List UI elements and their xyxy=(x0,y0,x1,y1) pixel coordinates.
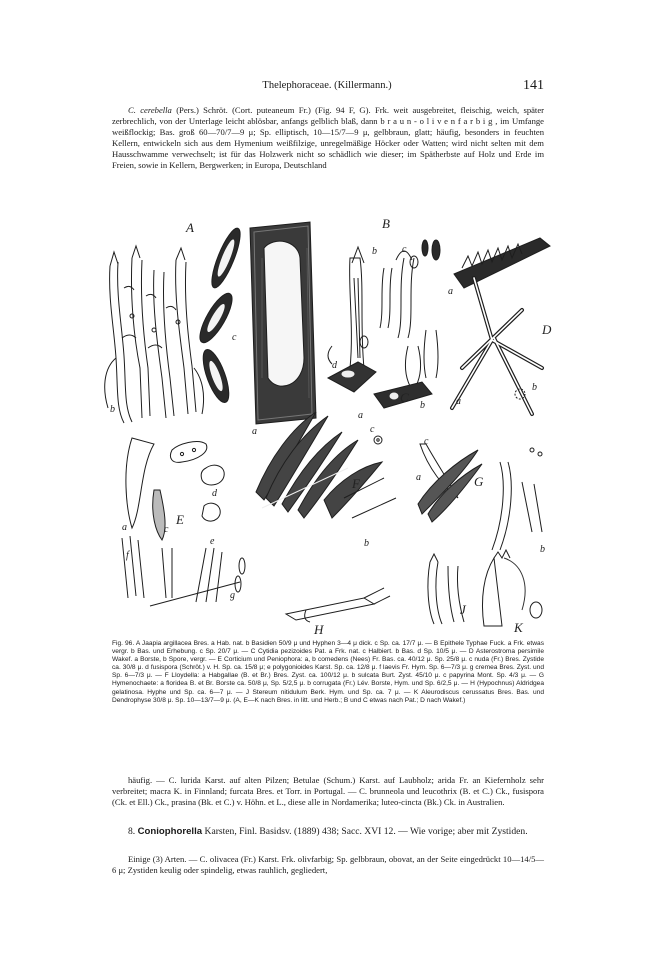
label-C: C xyxy=(400,390,409,405)
label-b4: b xyxy=(532,382,537,393)
panel-c xyxy=(328,330,438,408)
panel-j xyxy=(428,554,464,624)
label-c: c xyxy=(232,332,237,343)
page-number: 141 xyxy=(523,78,544,93)
panel-a-spores xyxy=(194,225,245,405)
panel-g xyxy=(418,444,542,550)
label-D: D xyxy=(542,322,552,337)
panel-a-hyphae xyxy=(105,246,204,423)
label-a4: a xyxy=(456,396,461,407)
label-a3: a xyxy=(358,410,363,421)
panel-h xyxy=(286,588,390,622)
label-b5: b xyxy=(364,538,369,549)
label-c4: c xyxy=(370,424,375,435)
intro-paragraph xyxy=(112,105,544,170)
label-K: K xyxy=(514,620,523,635)
section-body: Einige (3) Arten. — C. olivacea (Fr.) Karst. Frk. olivfarbig; Sp. gelbbraun, obovat, an der Seite eingedrückt 10—14/5—6 μ; Zystiden keulig oder spindelig, etwas rauhlich, gegliedert, xyxy=(112,854,544,875)
label-d: d xyxy=(332,360,337,371)
section-coniophorella xyxy=(112,826,544,838)
label-c2: c xyxy=(402,244,407,255)
label-H: H xyxy=(314,622,324,636)
panel-k xyxy=(482,550,542,626)
running-head: Thelephoraceae. (Killermann.) xyxy=(262,80,392,91)
label-a6: a xyxy=(416,472,421,483)
label-A: A xyxy=(186,220,194,235)
label-b3: b xyxy=(420,400,425,411)
label-f: f xyxy=(126,550,129,561)
panel-b xyxy=(350,240,440,368)
label-g: g xyxy=(230,590,235,601)
figure-labels xyxy=(110,218,552,636)
label-c3: c xyxy=(164,524,169,535)
section-heading-rest: Karsten, Finl. Basidsv. (1889) 438; Sacc. XVI 12. — Wie vorige; aber mit Zystiden. xyxy=(204,826,528,837)
label-b6: b xyxy=(540,544,545,555)
figure-caption: Fig. 96. A Jaapia argillacea Bres. a Hab. nat. b Basidien 50/9 μ und Hyphen 3—4 μ dick. c Sp. ca. 17/7 μ. — B Epithele Typhae Fuck. a Frk. etwas vergr. b Bas. und Erhebung. c Sp. 20/7 μ. — C Cytidia pezizoides Pat. a Frk. nat. c Halbiert. b Bas. d Sp. 10/5 μ. — D Asterostroma persimile Wakef. a Borste, b Spore, vergr. — E Corticium und Peniophora: a, b comedens (Nees) Fr. Bas. ca. 40/12 μ. Sp. 25/8 μ. c nuda (Fr.) Bres. Zystide ca. 30/8 μ. d fusispora (Schröt.) v. H. Sp. ca. 15/8 μ; e polygonioides Karst. Sp. ca. 12/8 μ. f laevis Fr. Hym. Sp. 6—7/3 μ. g cremea Bres. Zyst. und Sp. 6—7/3 μ. — F Lloydella: a Habgallae (B. et Br.) Bres. Zyst. ca. 100/12 μ. b sulcata Burt. Zyst. 45/10 μ. c papyrina Mont. Sp. 4/3 μ. — G Hymenochaete: a floridea B. et Br. Borste ca. 50/8 μ, Sp. 5/2,5 μ. b corrugata (Fr.) Lév. Borste, Hym. und Sp. 6/2,5 μ. — H (Hypochnus) Aldridgea gelatinosa. Hyphe und Sp. ca. 6—7 μ. — J Stereum nitidulum Berk. Hym. und Sp. ca. 7 μ. — K Aleurodiscus cerussatus Bres. Bas. und Dendrophyse 30/8 μ. Sp. 10—13/7—9 μ. (A, E—K nach Bres. in litt. und Herb.; B und C etwas nach Pat.; D nach Wakef.) xyxy=(112,640,544,704)
label-b2: b xyxy=(372,246,377,257)
label-a2: a xyxy=(448,286,453,297)
after-paragraph: häufig. — C. lurida Karst. auf alten Pilzen; Betulae (Schum.) Karst. auf Laubholz; arida Fr. an Kiefernholz sehr verbreitet; macra K. in Finnland; furcata Bres. et Torr. in Portugal. — C. brunneola und leucothrix (B. et C.) Ck., fusispora (Ck. et Ell.) Ck., prasina (Bk. et C.) v. Höhn. et L., diese alle in Nordamerika; luteo-cincta (Bk.) Ck. in Australien. xyxy=(112,775,544,807)
label-a: a xyxy=(252,426,257,437)
panel-b-habit xyxy=(454,238,550,288)
section-number: 8. xyxy=(128,826,136,837)
label-b: b xyxy=(110,404,115,415)
label-a5: a xyxy=(122,522,127,533)
figure-96 xyxy=(102,218,554,636)
label-F: F xyxy=(352,476,360,491)
label-J: J xyxy=(460,602,466,617)
label-E: E xyxy=(176,512,184,527)
label-e: e xyxy=(210,536,215,547)
label-G: G xyxy=(474,474,484,489)
intro-text: (Pers.) Schröt. (Cort. puteaneum Fr.) (Fig. 94 F, G). Frk. weit ausgebreitet, fleischig, weich, später zerbrechlich, von der Unterlage leicht ablösbar, anfangs gelblich blaß, dann b r a u n - o l i v e n f a r b i g , im Umfange weißflockig; Bas. groß 60—70/7—9 μ; Sp. elliptisch, 10—15/7—9 μ, gelbbraun, glatt; häufig, besonders in feuchten Kellern, entwickeln sich aus dem Hymenium weißfilzige, unregelmäßige Höcker oder Watten; wird nicht selten mit dem Hausschwamme verwechselt; ist für das Holzwerk nicht so schädlich wie dieser; im Spätherbste auf Holz und Erde im Freien, sowie in Kellern, Bergwerken; in Europa, Deutschland xyxy=(112,105,544,170)
species-name: C. cerebella xyxy=(128,105,172,115)
section-genus: Coniophorella xyxy=(137,826,203,837)
panel-f xyxy=(256,412,396,518)
panel-d-seta xyxy=(452,278,542,414)
label-B: B xyxy=(382,218,390,231)
label-c5: c xyxy=(424,436,429,447)
figure-illustration xyxy=(102,218,554,636)
label-d2: d xyxy=(212,488,217,499)
panel-a-habit xyxy=(250,222,316,424)
